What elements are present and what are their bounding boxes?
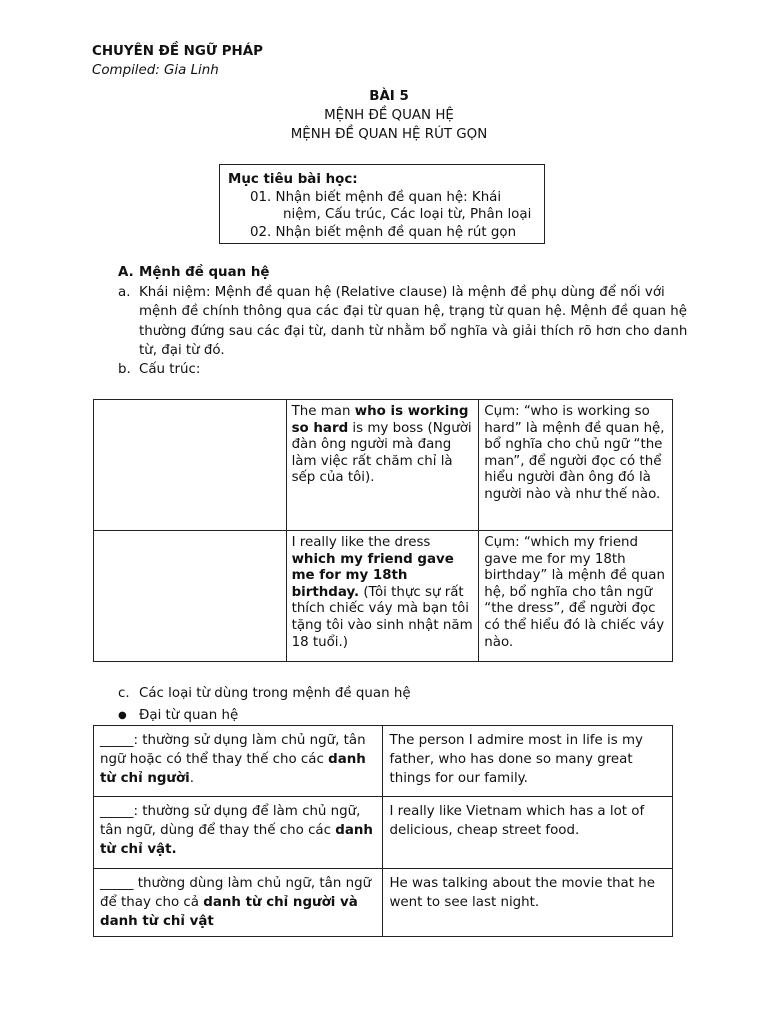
structure-explain-cell: Cụm: “who is working so hard” là mệnh đề quan hệ, bổ nghĩa cho chủ ngữ “the man”, để người đọc có thể hiểu người đàn ông đó là người nào và như thế nào. — [479, 400, 673, 531]
table-row — [94, 400, 673, 531]
pronoun-example-cell: I really like Vietnam which has a lot of delicious, cheap street food. — [383, 797, 673, 869]
bullet-text: Đại từ quan hệ — [139, 708, 239, 723]
item-a-label: a. — [118, 285, 131, 300]
item-c-text: Các loại từ dùng trong mệnh đề quan hệ — [139, 686, 411, 701]
pronoun-table — [93, 725, 673, 937]
table-row — [94, 726, 673, 797]
lesson-title-1: MỆNH ĐỀ QUAN HỆ — [324, 108, 454, 123]
section-a-label: A. — [118, 265, 134, 280]
item-b-label: b. — [118, 362, 131, 377]
pronoun-example-cell: The person I admire most in life is my father, who has done so many great things for our family. — [383, 726, 673, 797]
item-b-paragraph — [118, 361, 688, 379]
lesson-number: BÀI 5 — [369, 89, 409, 104]
pronoun-definition-cell: _____ thường dùng làm chủ ngữ, tân ngữ để thay cho cả danh từ chỉ người và danh từ chỉ vật — [94, 869, 383, 937]
goal-item-1-line-1: 01. Nhận biết mệnh đề quan hệ: Khái — [250, 189, 502, 205]
table-row — [94, 531, 673, 662]
structure-empty-cell — [94, 531, 287, 662]
structure-example-cell: I really like the dress which my friend gave me for my 18th birthday. (Tôi thực sự rất thích chiếc váy mà bạn tôi tặng tôi vào sinh nhật năm 18 tuổi.) — [286, 531, 479, 662]
structure-example-cell: The man who is working so hard is my boss (Người đàn ông người mà đang làm việc rất chăm chỉ là sếp của tôi). — [286, 400, 479, 531]
table-row — [94, 797, 673, 869]
goal-item-2: 02. Nhận biết mệnh đề quan hệ rút gọn — [250, 224, 517, 240]
section-a-title: Mệnh đề quan hệ — [139, 265, 270, 280]
structure-table — [93, 399, 673, 662]
bullet-item — [118, 707, 688, 725]
bullet-icon: ● — [118, 710, 127, 721]
lesson-goals-box — [219, 164, 545, 244]
goals-heading: Mục tiêu bài học: — [228, 172, 358, 187]
pronoun-definition-cell: _____: thường sử dụng làm chủ ngữ, tân ngữ hoặc có thể thay thế cho các danh từ chỉ người. — [94, 726, 383, 797]
section-a-heading — [118, 264, 688, 282]
item-a-text: Khái niệm: Mệnh đề quan hệ (Relative clause) là mệnh đề phụ dùng để nối với mệnh đề chính thông qua các đại từ quan hệ, trạng từ quan hệ. Mệnh đề quan hệ thường đứng sau các đại từ, danh từ nhằm bổ nghĩa và giải thích rõ hơn cho danh từ, đại từ đó. — [139, 285, 688, 359]
item-c-paragraph — [118, 685, 688, 703]
item-c-label: c. — [118, 686, 130, 701]
structure-empty-cell — [94, 400, 287, 531]
document-header-title: CHUYÊN ĐỀ NGỮ PHÁP — [92, 44, 263, 59]
structure-explain-cell: Cụm: “which my friend gave me for my 18th birthday” là mệnh đề quan hệ, bổ nghĩa cho tân ngữ “the dress”, để người đọc có thể hiểu đó là chiếc váy nào. — [479, 531, 673, 662]
goal-item-1-line-2: niệm, Cấu trúc, Các loại từ, Phân loại — [283, 207, 532, 223]
pronoun-example-cell: He was talking about the movie that he went to see last night. — [383, 869, 673, 937]
item-b-text: Cấu trúc: — [139, 362, 201, 377]
lesson-title-2: MỆNH ĐỀ QUAN HỆ RÚT GỌN — [290, 127, 488, 142]
document-compiled-by: Compiled: Gia Linh — [92, 63, 219, 78]
pronoun-definition-cell: _____: thường sử dụng để làm chủ ngữ, tân ngữ, dùng để thay thế cho các danh từ chỉ vật. — [94, 797, 383, 869]
table-row — [94, 869, 673, 937]
item-a-paragraph — [118, 283, 688, 361]
